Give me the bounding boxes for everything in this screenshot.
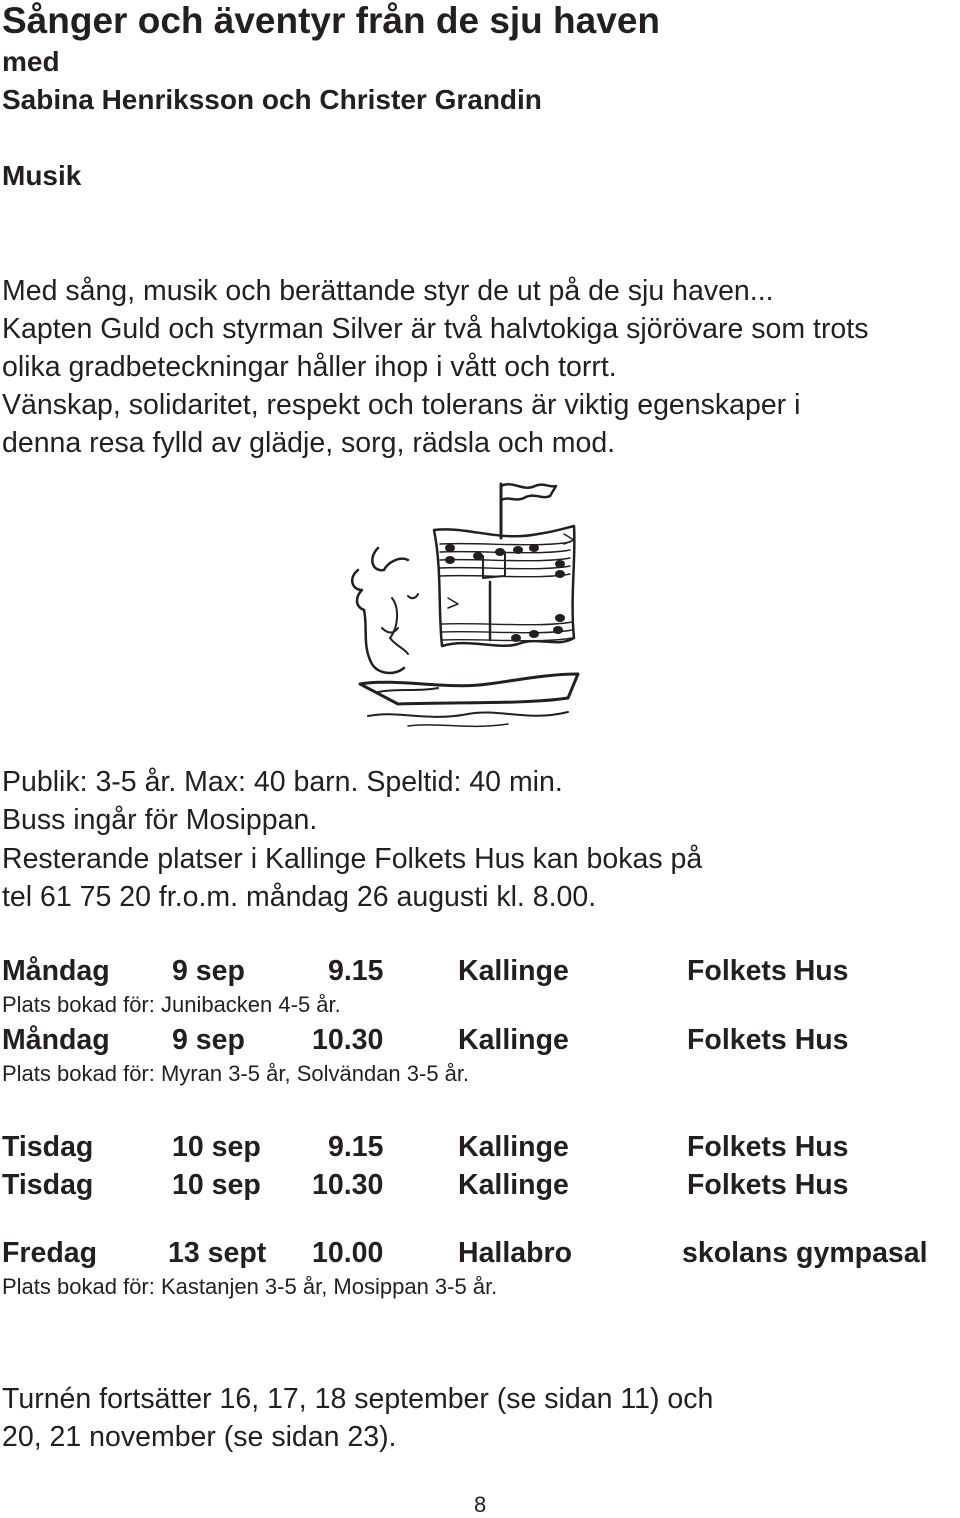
description-line: olika gradbeteckningar håller ihop i vått och torrt. — [2, 351, 617, 383]
description-line: Vänskap, solidaritet, respekt och tolerans är viktig egenskaper i — [2, 389, 801, 421]
schedule-row — [2, 1235, 960, 1271]
pirate-ship-illustration — [338, 478, 600, 734]
tour-continuation: Turnén fortsätter 16, 17, 18 september (se sidan 11) och — [2, 1383, 714, 1415]
schedule-date: 9 sep — [172, 1024, 245, 1056]
schedule-date: 10 sep — [172, 1131, 261, 1163]
schedule-time: 10.30 — [312, 1169, 384, 1201]
schedule-place: Hallabro — [458, 1237, 573, 1269]
schedule-note: Plats bokad för: Junibacken 4-5 år. — [2, 992, 341, 1017]
schedule-venue: Folkets Hus — [687, 1024, 849, 1056]
schedule-place: Kallinge — [458, 1024, 569, 1056]
bus-info: Buss ingår för Mosippan. — [2, 804, 318, 836]
schedule-time: 10.30 — [312, 1024, 384, 1056]
tour-continuation: 20, 21 november (se sidan 23). — [2, 1421, 397, 1453]
schedule-note: Plats bokad för: Myran 3-5 år, Solvändan 3-5 år. — [2, 1061, 470, 1086]
description-line: Med sång, musik och berättande styr de ut på de sju haven... — [2, 275, 774, 307]
description-line: Kapten Guld och styrman Silver är två halvtokiga sjörövare som trots — [2, 313, 869, 345]
schedule-time: 9.15 — [328, 1131, 384, 1163]
schedule-venue: Folkets Hus — [687, 1131, 849, 1163]
schedule-venue: Folkets Hus — [687, 1169, 849, 1201]
booking-info: Resterande platser i Kallinge Folkets Hus kan bokas på — [2, 843, 703, 875]
with-label: med — [2, 46, 60, 77]
schedule-row — [2, 1167, 960, 1203]
schedule-venue: Folkets Hus — [687, 955, 849, 987]
schedule-date: 9 sep — [172, 955, 245, 987]
schedule-venue: skolans gympasal — [682, 1237, 928, 1269]
page-title: Sånger och äventyr från de sju haven — [2, 0, 660, 41]
schedule-day: Måndag — [2, 1024, 110, 1056]
schedule-row — [2, 1022, 960, 1058]
schedule-time: 10.00 — [312, 1237, 384, 1269]
schedule-day: Tisdag — [2, 1131, 94, 1163]
schedule-date: 10 sep — [172, 1169, 261, 1201]
schedule-place: Kallinge — [458, 1169, 569, 1201]
schedule-note: Plats bokad för: Kastanjen 3-5 år, Mosippan 3-5 år. — [2, 1274, 498, 1299]
booking-info: tel 61 75 20 fr.o.m. måndag 26 augusti kl. 8.00. — [2, 881, 597, 913]
schedule-row — [2, 953, 960, 989]
description-line: denna resa fylld av glädje, sorg, rädsla och mod. — [2, 427, 616, 459]
schedule-time: 9.15 — [328, 955, 384, 987]
category: Musik — [2, 160, 82, 191]
schedule-day: Fredag — [2, 1237, 98, 1269]
audience-info: Publik: 3-5 år. Max: 40 barn. Speltid: 40 min. — [2, 766, 563, 798]
performers: Sabina Henriksson och Christer Grandin — [2, 84, 542, 115]
page-number: 8 — [474, 1492, 487, 1517]
schedule-date: 13 sept — [168, 1237, 267, 1269]
schedule-day: Måndag — [2, 955, 110, 987]
schedule-day: Tisdag — [2, 1169, 94, 1201]
pirate-ship-music-sail-icon — [338, 478, 600, 734]
schedule-place: Kallinge — [458, 1131, 569, 1163]
schedule-row — [2, 1129, 960, 1165]
schedule-place: Kallinge — [458, 955, 569, 987]
